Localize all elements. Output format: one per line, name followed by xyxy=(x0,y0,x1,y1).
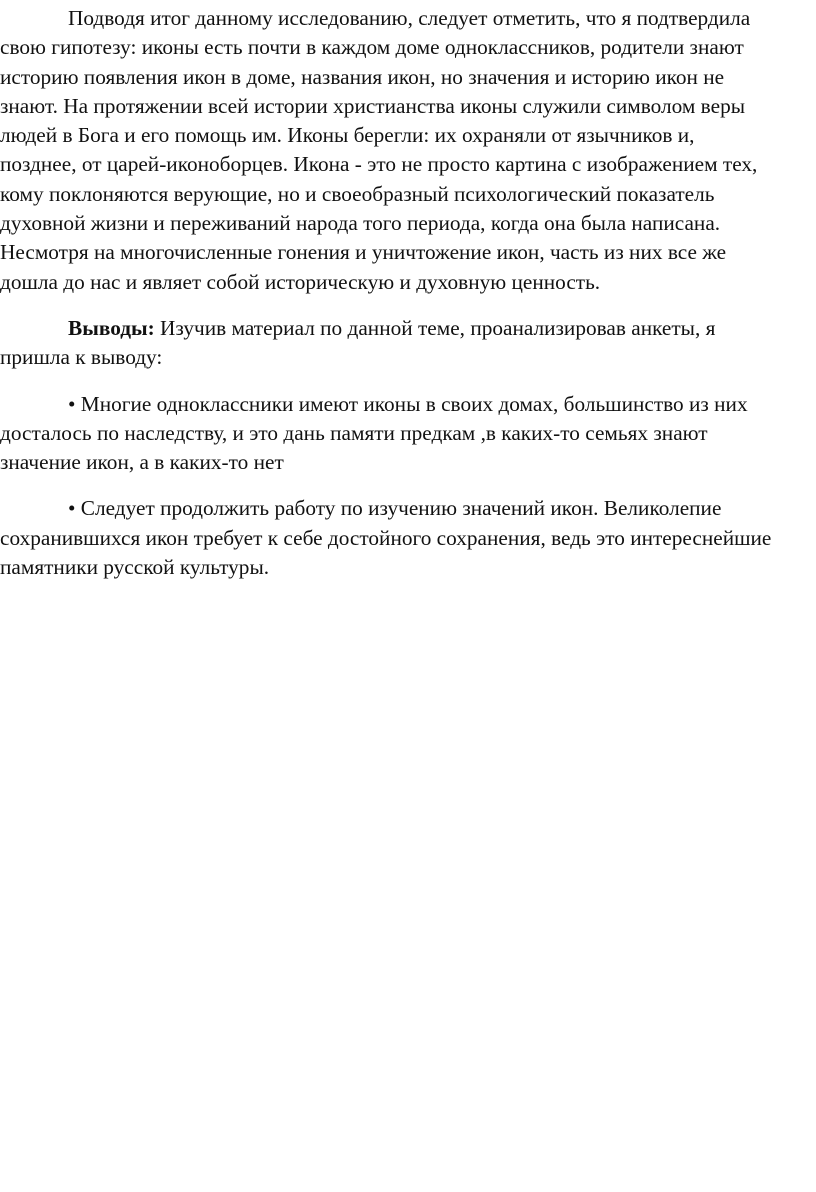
document-body xyxy=(0,4,816,582)
bullet-1-line-2: досталось по наследству, и это дань памяти предкам ,в каких-то семьях знают xyxy=(0,420,708,445)
bullet-1-line-1: • Многие одноклассники имеют иконы в своих домах, большинство из них xyxy=(68,391,748,416)
paragraph-spacer xyxy=(0,297,816,314)
summary-line-7: кому поклоняются верующие, но и своеобразный психологический показатель xyxy=(0,181,715,206)
conclusions-heading: Выводы: xyxy=(68,315,155,340)
summary-line-6: позднее, от царей-иконоборцев. Икона - это не просто картина с изображением тех, xyxy=(0,152,758,177)
summary-line-3: историю появления икон в доме, названия икон, но значения и историю икон не xyxy=(0,64,725,89)
summary-line-8: духовной жизни и переживаний народа того периода, когда она была написана. xyxy=(0,211,721,236)
conclusions-line-1-text: Изучив материал по данной теме, проанализировав анкеты, я xyxy=(154,315,716,340)
bullet-item-1 xyxy=(0,390,816,478)
conclusions-line-1 xyxy=(0,314,816,343)
paragraph-spacer xyxy=(0,373,816,390)
summary-line-9: Несмотря на многочисленные гонения и уничтожение икон, часть из них все же xyxy=(0,240,727,265)
conclusions-paragraph xyxy=(0,314,816,373)
bullet-2-line-3: памятники русской культуры. xyxy=(0,555,270,580)
bullet-item-2 xyxy=(0,494,816,582)
summary-line-4: знают. На протяжении всей истории христианства иконы служили символом веры xyxy=(0,93,746,118)
summary-paragraph xyxy=(0,4,816,297)
conclusions-line-2: пришла к выводу: xyxy=(0,345,163,370)
summary-line-10: дошла до нас и являет собой историческую и духовную ценность. xyxy=(0,269,601,294)
summary-line-1: Подводя итог данному исследованию, следует отметить, что я подтвердила xyxy=(68,6,751,30)
summary-line-2: свою гипотезу: иконы есть почти в каждом доме одноклассников, родители знают xyxy=(0,35,744,60)
bullet-2-line-1: • Следует продолжить работу по изучению значений икон. Великолепие xyxy=(68,496,722,521)
bullet-2-line-2: сохранившихся икон требует к себе достойного сохранения, ведь это интереснейшие xyxy=(0,525,772,550)
paragraph-spacer xyxy=(0,477,816,494)
summary-line-5: людей в Бога и его помощь им. Иконы берегли: их охраняли от язычников и, xyxy=(0,123,695,148)
bullet-1-line-3: значение икон, а в каких-то нет xyxy=(0,450,284,475)
